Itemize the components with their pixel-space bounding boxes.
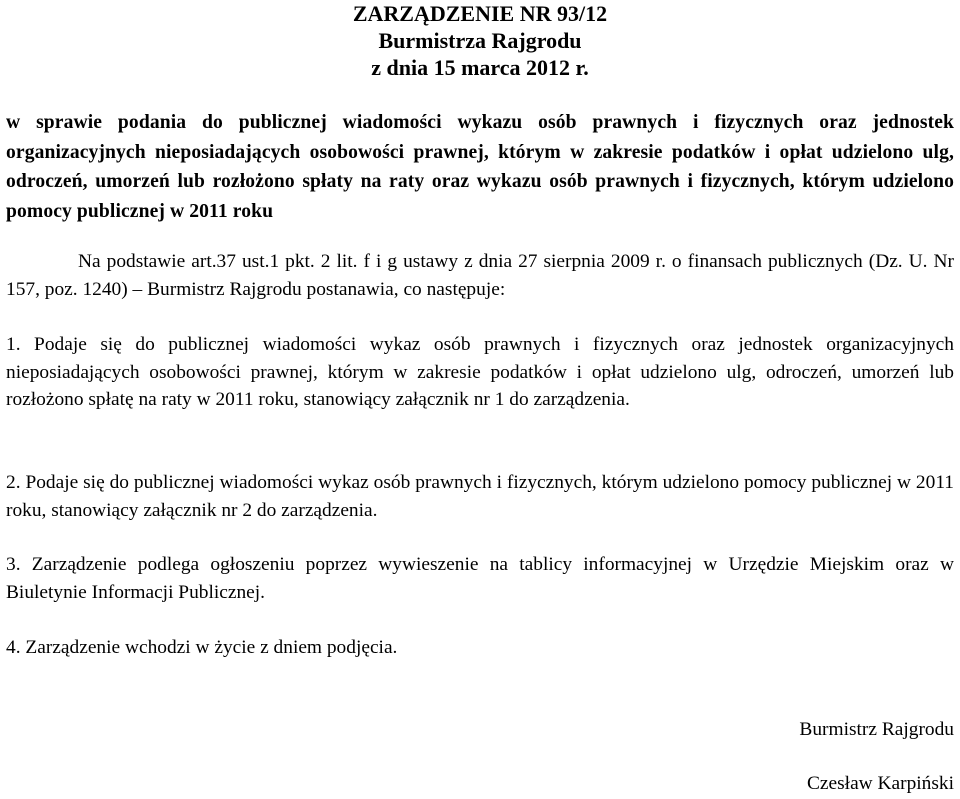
document-title: ZARZĄDZENIE NR 93/12 bbox=[352, 1, 608, 26]
paragraph-4: 4. Zarządzenie wchodzi w życie z dniem podjęcia. bbox=[6, 637, 398, 658]
document-header bbox=[0, 0, 960, 81]
document-subject: w sprawie podania do publicznej wiadomości wykazu osób prawnych i fizycznych oraz jednostek organizacyjnych nieposiadających osobowości prawnej, którym w zakresie podatków i opłat udzielono ulg, odroczeń, umorzeń lub rozłożono spłaty na raty oraz wykazu osób prawnych i fizycznych, którym udzielono pomocy publicznej w 2011 roku bbox=[6, 112, 954, 222]
paragraph-3: 3. Zarządzenie podlega ogłoszeniu poprzez wywieszenie na tablicy informacyjnej w Urzędzie Miejskim oraz w Biuletynie Informacji Publicznej. bbox=[6, 554, 954, 603]
paragraph-1: 1. Podaje się do publicznej wiadomości wykaz osób prawnych i fizycznych oraz jednostek organizacyjnych nieposiadających osobowości prawnej, którym w zakresie podatków i opłat udzielono ulg, odroczeń, umorzeń lub rozłożono spłatę na raty w 2011 roku, stanowiący załącznik nr 1 do zarządzenia. bbox=[6, 334, 954, 410]
document-date: z dnia 15 marca 2012 r. bbox=[371, 55, 589, 80]
document-issuer: Burmistrza Rajgrodu bbox=[378, 28, 582, 53]
signature-name: Czesław Karpiński bbox=[806, 773, 954, 794]
paragraph-2: 2. Podaje się do publicznej wiadomości wykaz osób prawnych i fizycznych, którym udzielono pomocy publicznej w 2011 roku, stanowiący załącznik nr 2 do zarządzenia. bbox=[6, 472, 954, 521]
legal-basis: Na podstawie art.37 ust.1 pkt. 2 lit. f i g ustawy z dnia 27 sierpnia 2009 r. o finansach publicznych (Dz. U. Nr 157, poz. 1240) – Burmistrz Rajgrodu postanawia, co następuje: bbox=[6, 251, 954, 300]
signature-title: Burmistrz Rajgrodu bbox=[799, 719, 954, 740]
